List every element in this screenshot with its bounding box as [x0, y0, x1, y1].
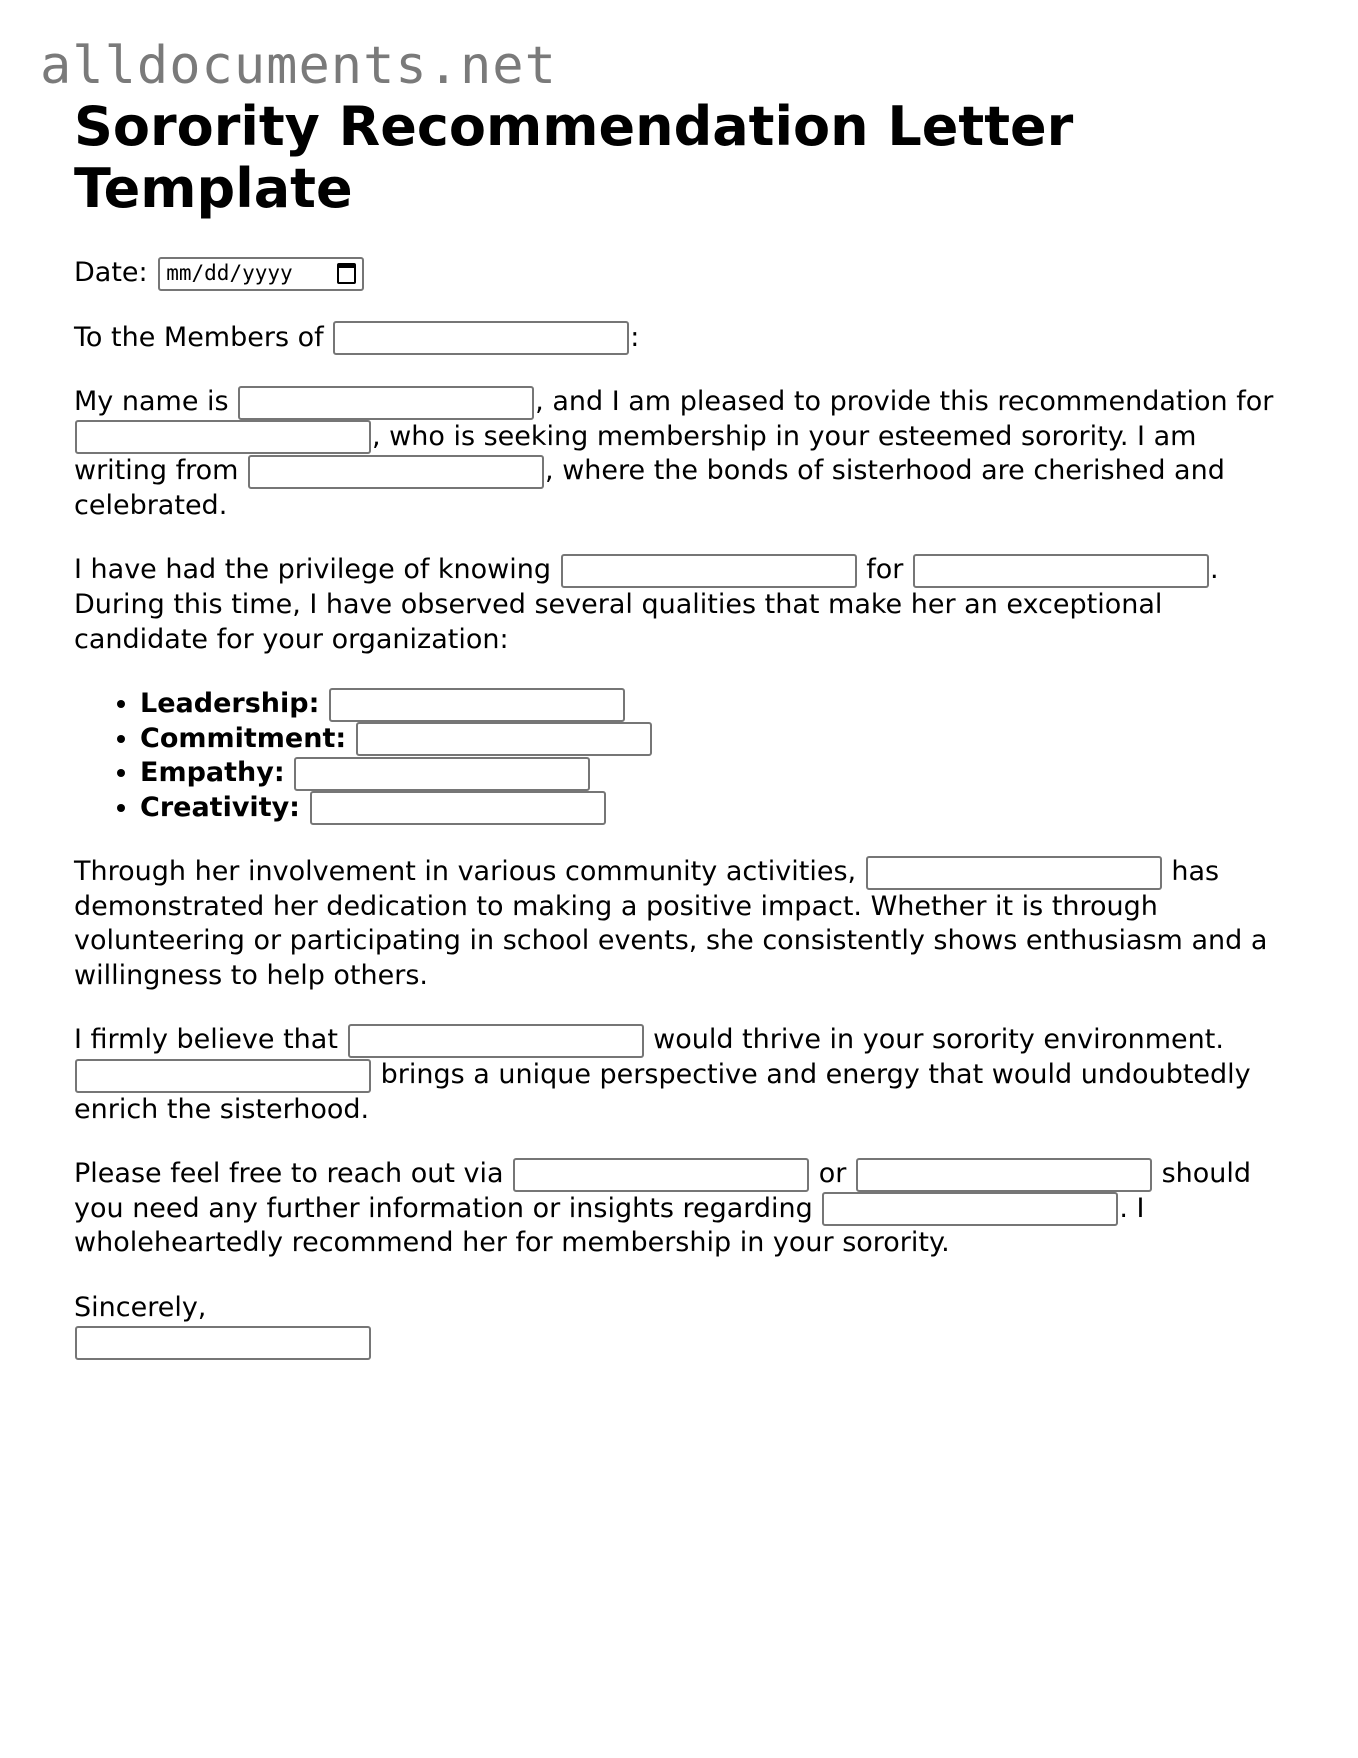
date-input[interactable]: [158, 257, 364, 291]
email-input[interactable]: [856, 1158, 1152, 1192]
candidate-name-input-4[interactable]: [348, 1024, 644, 1058]
signature-input[interactable]: [75, 1326, 371, 1360]
salutation: [74, 321, 1292, 356]
watermark: alldocuments.net: [40, 36, 557, 96]
thrive-text-1: I firmly believe that: [74, 1024, 338, 1056]
contact-text-1: Please feel free to reach out via: [74, 1158, 504, 1190]
candidate-name-input-5[interactable]: [75, 1059, 371, 1093]
knowing-text-1: I have had the privilege of knowing: [74, 554, 552, 586]
empathy-input[interactable]: [294, 757, 590, 791]
date-placeholder: mm/dd/yyyy: [166, 261, 293, 286]
list-item: [140, 722, 1292, 757]
candidate-name-input-6[interactable]: [822, 1192, 1118, 1226]
community-text-1: Through her involvement in various community activities,: [74, 856, 857, 888]
list-item: [140, 687, 1292, 722]
date-label: Date:: [74, 257, 148, 289]
creativity-input[interactable]: [310, 791, 606, 825]
intro-text-2: , and I am pleased to provide this recommendation for: [535, 386, 1274, 418]
contact-text-4: . I wholeheartedly recommend her for membership in your sorority.: [74, 1192, 1145, 1259]
quality-label: Commitment:: [140, 722, 347, 754]
list-item: [140, 756, 1292, 791]
candidate-name-input-2[interactable]: [561, 554, 857, 588]
salutation-prefix: To the Members of: [74, 321, 324, 353]
thrive-paragraph: [74, 1023, 1292, 1127]
community-paragraph: [74, 855, 1292, 993]
phone-input[interactable]: [513, 1158, 809, 1192]
calendar-icon[interactable]: [337, 263, 356, 284]
closing-text: Sincerely,: [74, 1291, 207, 1323]
community-text-2: has demonstrated her dedication to making a positive impact. Whether it is through volunteering or participating in school events, she consistently shows enthusiasm and a willingness to help others.: [74, 856, 1268, 991]
sorority-name-input[interactable]: [333, 321, 629, 355]
letter-form: [74, 96, 1292, 1360]
quality-label: Creativity:: [140, 791, 300, 823]
intro-text-1: My name is: [74, 386, 229, 418]
page-title: Sorority Recommendation Letter Template: [74, 95, 1074, 221]
knowing-text-3: . During this time, I have observed several qualities that make her an exceptional candidate for your organization:: [74, 554, 1219, 655]
leadership-input[interactable]: [329, 688, 625, 722]
signature-block: [74, 1291, 1292, 1360]
contact-text-2: or: [818, 1158, 847, 1190]
duration-input[interactable]: [913, 554, 1209, 588]
intro-text-4: , where the bonds of sisterhood are cherished and celebrated.: [74, 455, 1225, 521]
thrive-text-3: brings a unique perspective and energy that would undoubtedly enrich the sisterhood.: [74, 1059, 1251, 1125]
qualities-list: [74, 687, 1292, 825]
location-input[interactable]: [248, 455, 544, 489]
thrive-text-2: would thrive in your sorority environment.: [653, 1024, 1224, 1056]
knowing-paragraph: [74, 553, 1292, 657]
quality-label: Leadership:: [140, 688, 320, 720]
intro-text-3: , who is seeking membership in your esteemed sorority. I am writing from: [74, 420, 1197, 487]
contact-paragraph: [74, 1157, 1292, 1261]
candidate-name-input-3[interactable]: [866, 856, 1162, 890]
commitment-input[interactable]: [356, 722, 652, 756]
knowing-text-2: for: [866, 554, 904, 586]
salutation-suffix: :: [630, 321, 640, 353]
date-row: [74, 256, 1292, 291]
contact-text-3: should you need any further information or insights regarding: [74, 1158, 1252, 1224]
quality-label: Empathy:: [140, 757, 285, 789]
list-item: [140, 791, 1292, 826]
intro-paragraph: [74, 385, 1292, 523]
recommender-name-input[interactable]: [238, 386, 534, 420]
candidate-name-input[interactable]: [75, 420, 371, 454]
